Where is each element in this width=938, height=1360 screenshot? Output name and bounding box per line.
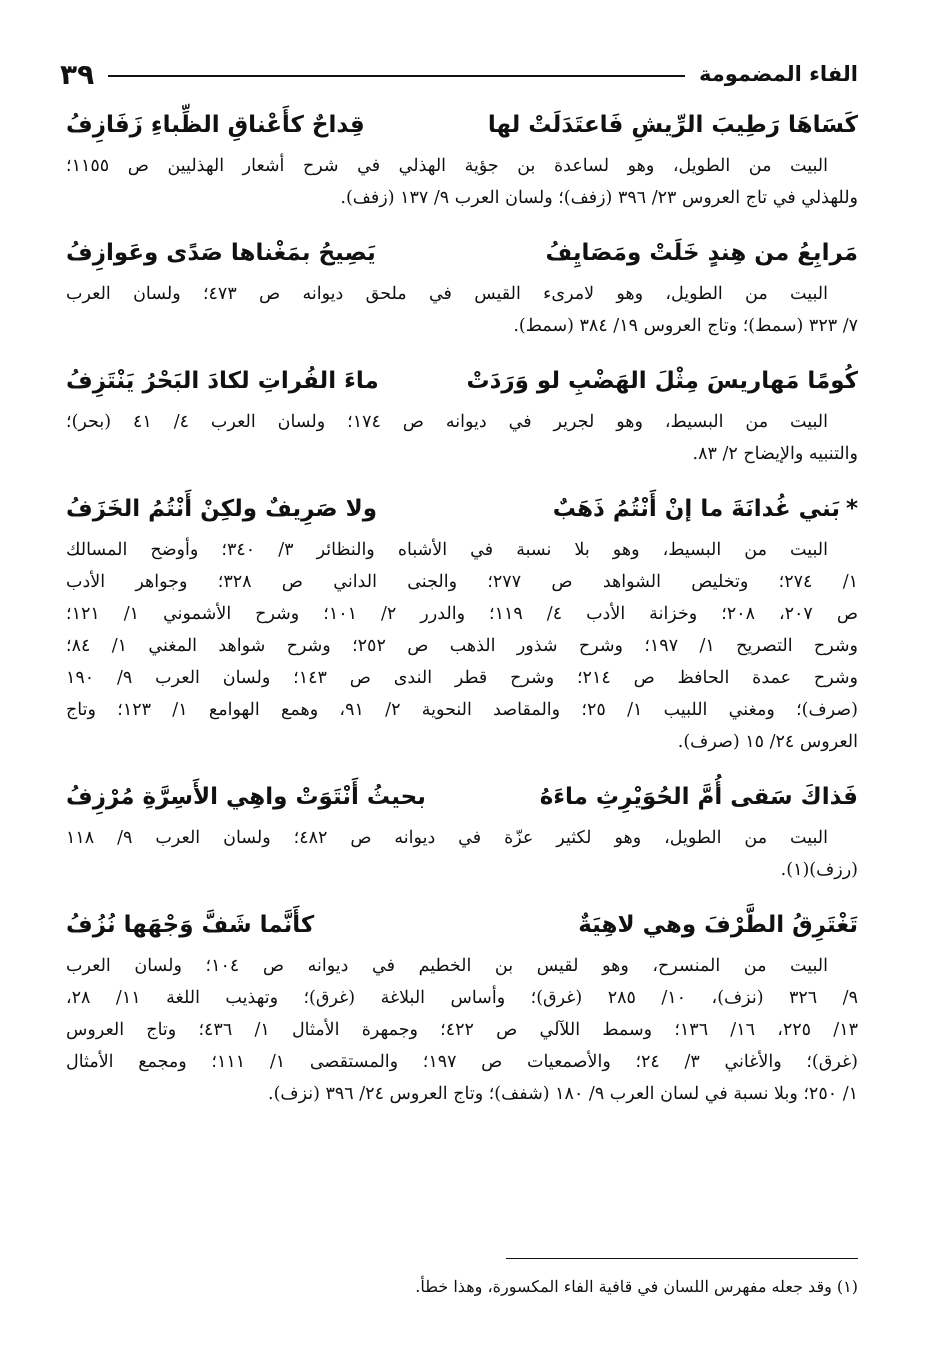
commentary-line: وللهذلي في تاج العروس ٢٣/ ٣٩٦ (زفف)؛ ولسان العرب ٩/ ١٣٧ (زفف). (340, 188, 858, 208)
commentary-line: ١/ ٢٥٠؛ وبلا نسبة في لسان العرب ٩/ ١٨٠ (شفف)؛ وتاج العروس ٢٤/ ٣٩٦ (نزف). (268, 1084, 858, 1104)
commentary-line: ٩/ ٣٢٦ (نزف)، ١٠/ ٢٨٥ (غرق)؛ وأساس البلاغة (غرق)؛ وتهذيب اللغة ١١/ ٢٨، (66, 988, 858, 1008)
verse-commentary (66, 534, 858, 758)
verse-first-hemistich (578, 900, 858, 950)
hemistich-text: مَرابِعُ من هِندٍ خَلَتْ ومَصَايِفُ (545, 240, 858, 266)
hemistich-text: كُومًا مَهاريسَ مِثْلَ الهَضْبِ لو وَرَدَتْ (466, 368, 858, 394)
verse-second-hemistich: بحيثُ أَنْتَوَتْ واهِي الأَسِرَّةِ مُرْزِفُ (66, 784, 426, 810)
verse-first-hemistich (540, 772, 858, 822)
header-rule (108, 75, 685, 77)
commentary-line: والتنبيه والإيضاح ٢/ ٨٣. (692, 444, 858, 464)
commentary-line: العروس ٢٤/ ١٥ (صرف). (677, 732, 858, 752)
commentary-line: البيت من البسيط، وهو بلا نسبة في الأشباه والنظائر ٣/ ٣٤٠؛ وأوضح المسالك (66, 540, 828, 560)
verse-commentary (66, 278, 858, 342)
star-marker: * (845, 496, 858, 522)
commentary-line: البيت من الطويل، وهو لامرىء القيس في ملحق ديوانه ص ٤٧٣؛ ولسان العرب (66, 284, 828, 304)
verse-second-hemistich: ولا صَرِيفٌ ولكِنْ أَنْتُمُ الخَزَفُ (66, 496, 378, 522)
verse-first-hemistich (553, 484, 858, 534)
verse-commentary (66, 406, 858, 470)
chapter-title: الفاء المضمومة (699, 62, 858, 86)
verse-entry (66, 100, 858, 214)
verse-line (66, 772, 858, 822)
commentary-line: (غرق)؛ والأغاني ٣/ ٢٤؛ والأصمعيات ص ١٩٧؛ والمستقصى ١/ ١١١؛ ومجمع الأمثال (66, 1052, 858, 1072)
verse-second-hemistich: يَصِيحُ بمَغْناها صَدًى وعَوازِفُ (66, 240, 376, 266)
commentary-line: (رزف)(١). (780, 860, 858, 880)
verse-line (66, 356, 858, 406)
verse-second-hemistich: قِداحٌ كأَعْناقِ الظِّباءِ زَفَازِفُ (66, 112, 365, 138)
page-number: ٣٩ (60, 57, 95, 91)
verse-commentary (66, 822, 858, 886)
verse-first-hemistich (488, 100, 858, 150)
page-body (66, 100, 858, 1124)
commentary-line: البيت من المنسرح، وهو لقيس بن الخطيم في ديوانه ص ١٠٤؛ ولسان العرب (66, 956, 828, 976)
hemistich-text: بَني غُدانَةَ ما إنْ أَنْتُمُ ذَهَبٌ (552, 496, 840, 522)
commentary-line: ص ٢٠٧، ٢٠٨؛ وخزانة الأدب ٤/ ١١٩؛ والدرر ٢/ ١٠١؛ وشرح الأشموني ١/ ١٢١؛ (66, 604, 858, 624)
verse-entry (66, 484, 858, 758)
verse-entry (66, 900, 858, 1110)
verse-commentary (66, 950, 858, 1110)
commentary-line: البيت من البسيط، وهو لجرير في ديوانه ص ١٧٤؛ ولسان العرب ٤/ ٤١ (بحر)؛ (66, 412, 828, 432)
verse-line (66, 900, 858, 950)
verse-first-hemistich (545, 228, 858, 278)
commentary-line: البيت من الطويل، وهو لساعدة بن جؤية الهذلي في شرح أشعار الهذليين ص ١١٥٥؛ (66, 156, 828, 176)
commentary-line: البيت من الطويل، وهو لكثير عزّة في ديوانه ص ٤٨٢؛ ولسان العرب ٩/ ١١٨ (66, 828, 828, 848)
hemistich-text: فَذاكَ سَقى أُمَّ الحُوَيْرِثِ ماءَهُ (539, 784, 858, 810)
verse-entry (66, 356, 858, 470)
running-header (60, 56, 858, 92)
footnote-separator (506, 1258, 858, 1259)
commentary-line: ١/ ٢٧٤؛ وتخليص الشواهد ص ٢٧٧؛ والجنى الداني ص ٣٢٨؛ وجواهر الأدب (66, 572, 859, 592)
commentary-line: وشرح التصريح ١/ ١٩٧؛ وشرح شذور الذهب ص ٢٥٢؛ وشرح شواهد المغني ١/ ٨٤؛ (66, 636, 858, 656)
commentary-line: وشرح عمدة الحافظ ص ٢١٤؛ وشرح قطر الندى ص ١٤٣؛ ولسان العرب ٩/ ١٩٠ (66, 668, 858, 688)
verse-commentary (66, 150, 858, 214)
verse-second-hemistich: ماءَ الفُراتِ لكادَ البَحْرُ يَنْتَزِفُ (66, 368, 379, 394)
hemistich-text: تَغْتَرِقُ الطَّرْفَ وهي لاهِيَةٌ (578, 912, 858, 938)
commentary-line: ٧/ ٣٢٣ (سمط)؛ وتاج العروس ١٩/ ٣٨٤ (سمط). (513, 316, 858, 336)
commentary-line: ١٣/ ٢٢٥، ١٦/ ١٣٦؛ وسمط اللآلي ص ٤٢٢؛ وجمهرة الأمثال ١/ ٤٣٦؛ وتاج العروس (66, 1020, 858, 1040)
footnote: (١) وقد جعله مفهرس اللسان في قافية الفاء المكسورة، وهذا خطأ. (415, 1277, 858, 1296)
verse-entry (66, 228, 858, 342)
hemistich-text: كَسَاهَا رَطِيبَ الرِّيشِ فَاعتَدَلَتْ لها (487, 112, 858, 138)
verse-first-hemistich (466, 356, 858, 406)
verse-line (66, 228, 858, 278)
verse-line (66, 100, 858, 150)
commentary-line: (صرف)؛ ومغني اللبيب ١/ ٢٥؛ والمقاصد النحوية ٢/ ٩١، وهمع الهوامع ١/ ١٢٣؛ وتاج (66, 700, 858, 720)
verse-line (66, 484, 858, 534)
verse-entry (66, 772, 858, 886)
verse-second-hemistich: كأَنَّما شَفَّ وَجْهَها نُزُفُ (66, 912, 315, 938)
